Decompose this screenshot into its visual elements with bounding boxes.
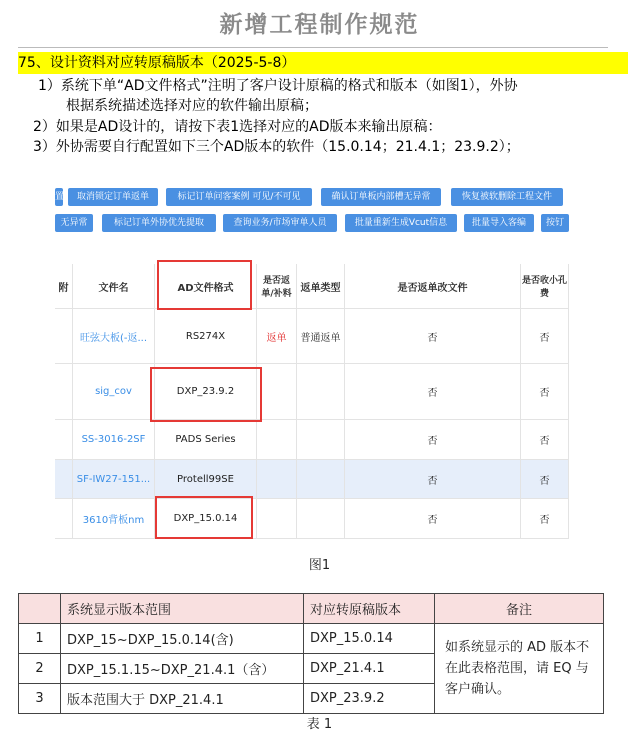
table-row bbox=[19, 624, 604, 654]
row-number: 2 bbox=[19, 654, 61, 684]
toolbar-button[interactable]: 标记订单外协优先提取 bbox=[102, 214, 216, 232]
item-2: 2）如果是AD设计的，请按下表1选择对应的AD版本来输出原稿： bbox=[33, 119, 442, 135]
reorder-type-cell bbox=[297, 420, 345, 460]
column-header-change-file: 是否返单改文件 bbox=[345, 264, 521, 309]
table-cell bbox=[55, 364, 73, 420]
file-link[interactable]: sig_cov bbox=[73, 364, 155, 420]
toolbar-button[interactable]: 置 bbox=[55, 188, 63, 206]
figure-caption: 图1 bbox=[308, 558, 331, 573]
toolbar-button[interactable]: 批量重新生成Vcut信息 bbox=[345, 214, 457, 232]
file-link[interactable]: 旺弦大板(-返... bbox=[73, 309, 155, 364]
column-header-reorder-type: 返单类型 bbox=[297, 264, 345, 309]
ad-format-cell: RS274X bbox=[155, 309, 257, 364]
ad-format-cell: DXP_23.9.2 bbox=[155, 364, 257, 420]
column-header-ad-format: AD文件格式 bbox=[155, 264, 257, 309]
version-table bbox=[18, 593, 604, 714]
figure-1-screenshot bbox=[55, 185, 569, 545]
target-version: DXP_21.4.1 bbox=[304, 654, 435, 684]
reorder-cell bbox=[257, 420, 297, 460]
toolbar-button[interactable]: 无异常 bbox=[55, 214, 93, 232]
hole-fee-cell: 否 bbox=[521, 499, 569, 539]
row-number: 1 bbox=[19, 624, 61, 654]
header-divider bbox=[18, 47, 608, 48]
table-cell bbox=[55, 309, 73, 364]
section-heading: 75、设计资料对应转原稿版本（2025-5-8） bbox=[18, 52, 628, 74]
header-cell: 系统显示版本范围 bbox=[61, 594, 304, 624]
reorder-type-cell: 普通返单 bbox=[297, 309, 345, 364]
hole-fee-cell: 否 bbox=[521, 309, 569, 364]
column-header-reorder: 是否返单/补料 bbox=[257, 264, 297, 309]
change-file-cell: 否 bbox=[345, 460, 521, 499]
toolbar-button[interactable]: 确认订单板内部槽无异常 bbox=[321, 188, 441, 206]
ad-format-cell: PADS Series bbox=[155, 420, 257, 460]
file-link[interactable]: SS-3016-2SF bbox=[73, 420, 155, 460]
toolbar-button[interactable]: 标记订单问客案例 可见/不可见 bbox=[166, 188, 312, 206]
reorder-cell bbox=[257, 460, 297, 499]
target-version: DXP_23.9.2 bbox=[304, 684, 435, 714]
reorder-cell: 返单 bbox=[257, 309, 297, 364]
reorder-type-cell bbox=[297, 460, 345, 499]
reorder-cell bbox=[257, 364, 297, 420]
ad-format-cell: DXP_15.0.14 bbox=[155, 499, 257, 539]
toolbar-button[interactable]: 取消锁定订单返单 bbox=[68, 188, 158, 206]
highlight-box-dxp23 bbox=[150, 367, 262, 422]
toolbar-button[interactable]: 按钉 bbox=[541, 214, 569, 232]
reorder-cell bbox=[257, 499, 297, 539]
change-file-cell: 否 bbox=[345, 420, 521, 460]
reorder-type-cell bbox=[297, 364, 345, 420]
change-file-cell: 否 bbox=[345, 364, 521, 420]
hole-fee-cell: 否 bbox=[521, 460, 569, 499]
column-header: 附 bbox=[55, 264, 73, 309]
toolbar-button[interactable]: 恢复被软删除工程文件 bbox=[451, 188, 563, 206]
file-link[interactable]: 3610背板nm bbox=[73, 499, 155, 539]
table-header-row bbox=[19, 594, 604, 624]
version-range: DXP_15~DXP_15.0.14(含) bbox=[61, 624, 304, 654]
document-title: 新增工程制作规范 bbox=[219, 11, 420, 38]
remark-cell: 如系统显示的 AD 版本不在此表格范围，请 EQ 与客户确认。 bbox=[435, 624, 604, 714]
change-file-cell: 否 bbox=[345, 499, 521, 539]
column-header-hole-fee: 是否收小孔费 bbox=[521, 264, 569, 309]
column-header-filename: 文件名 bbox=[73, 264, 155, 309]
item-1-line-1: 1）系统下单“AD文件格式”注明了客户设计原稿的格式和版本（如图1），外协 bbox=[38, 78, 518, 94]
version-range: 版本范围大于 DXP_21.4.1 bbox=[61, 684, 304, 714]
row-number: 3 bbox=[19, 684, 61, 714]
hole-fee-cell: 否 bbox=[521, 364, 569, 420]
toolbar-button[interactable]: 查询业务/市场审单人员 bbox=[223, 214, 337, 232]
header-cell: 备注 bbox=[435, 594, 604, 624]
version-range: DXP_15.1.15~DXP_21.4.1（含） bbox=[61, 654, 304, 684]
hole-fee-cell: 否 bbox=[521, 420, 569, 460]
table-cell bbox=[55, 420, 73, 460]
item-1-line-2: 根据系统描述选择对应的软件输出原稿； bbox=[66, 98, 318, 114]
table-cell bbox=[55, 499, 73, 539]
target-version: DXP_15.0.14 bbox=[304, 624, 435, 654]
header-cell bbox=[19, 594, 61, 624]
file-link[interactable]: SF-IW27-151... bbox=[73, 460, 155, 499]
change-file-cell: 否 bbox=[345, 309, 521, 364]
table-caption: 表 1 bbox=[306, 717, 333, 732]
item-3: 3）外协需要自行配置如下三个AD版本的软件（15.0.14；21.4.1；23.9.2）； bbox=[33, 139, 520, 155]
highlight-box-dxp15 bbox=[155, 496, 253, 539]
reorder-type-cell bbox=[297, 499, 345, 539]
toolbar-button[interactable]: 批量导入客编 bbox=[464, 214, 534, 232]
highlight-box-header bbox=[157, 260, 252, 310]
table-cell bbox=[55, 460, 73, 499]
ad-format-cell: Protell99SE bbox=[155, 460, 257, 499]
header-cell: 对应转原稿版本 bbox=[304, 594, 435, 624]
